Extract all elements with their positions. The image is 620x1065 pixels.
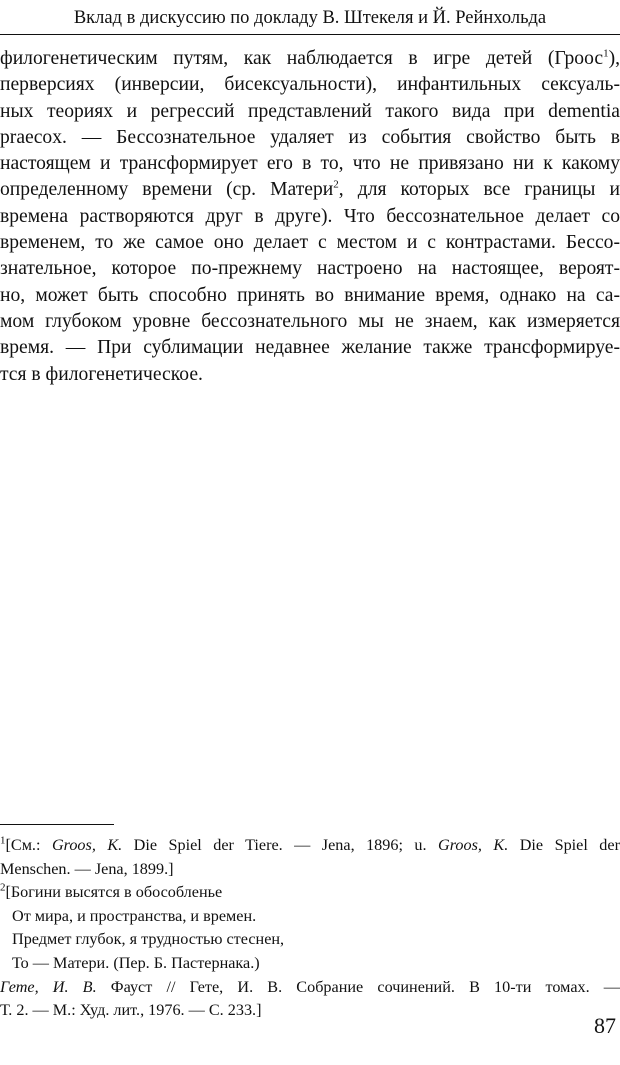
body-line: мом глубоком уровне бессознательного мы не знаем, как измеряется bbox=[0, 310, 620, 332]
footnote-1-line-2: Menschen. — Jena, 1899.] bbox=[0, 859, 174, 878]
footnote-2-verse-line: От мира, и пространства, и времен. bbox=[12, 906, 257, 925]
footnote-rule bbox=[0, 824, 114, 825]
footnote-1-author: Groos, K. bbox=[438, 836, 509, 854]
body-line-text: филогенетическим путям, как наблюдается в игре детей (Гроос bbox=[0, 48, 604, 69]
footnote-2-verse-line: Предмет глубок, я трудностью стеснен, bbox=[12, 930, 285, 949]
footnote-1-text: Die Spiel der bbox=[508, 836, 620, 854]
running-header: Вклад в дискуссию по докладу В. Штекеля и Й. Рейнхольда bbox=[73, 8, 547, 28]
footnote-2-verse-line: [Богини высятся в обособленье bbox=[5, 883, 223, 902]
body-line-tail: ), bbox=[608, 48, 620, 69]
footnote-2-reference-text: Фауст // Гете, И. В. Собрание сочинений. В 10-ти томах. — bbox=[96, 977, 620, 996]
body-line-text: определенному времени (ср. Матери bbox=[0, 179, 334, 201]
footnote-ref-1: 1 bbox=[603, 47, 609, 60]
body-line: настоящем и трансформирует его в то, что не привязано ни к какому bbox=[0, 153, 620, 175]
body-line: но, может быть способно принять во внимание время, однако на са- bbox=[0, 284, 620, 306]
body-paragraph bbox=[0, 46, 620, 388]
footnote-2-verse-line: То — Матери. (Пер. Б. Пастернака.) bbox=[12, 953, 260, 972]
body-line-tail: , для которых все границы и bbox=[338, 179, 620, 201]
body-line: praecox. — Бессознательное удаляет из события свойство быть в bbox=[0, 126, 620, 148]
body-line: тся в филогенетическое. bbox=[0, 363, 203, 385]
footnote-1-marker: 1 bbox=[0, 834, 6, 847]
body-line: временем, то же самое оно делает с местом и с контрастами. Бессо- bbox=[0, 232, 620, 254]
body-line bbox=[0, 177, 620, 203]
header-rule bbox=[0, 34, 620, 35]
footnote-2-reference-line-2: Т. 2. — М.: Худ. лит., 1976. — С. 233.] bbox=[0, 1001, 262, 1020]
body-line bbox=[0, 46, 620, 72]
footnote-2-author: Гете, И. В. bbox=[0, 977, 97, 996]
body-line: знательное, которое по-прежнему настроено на настоящее, вероят- bbox=[0, 258, 620, 280]
footnote-1 bbox=[0, 834, 620, 858]
page-number: 87 bbox=[594, 1013, 616, 1038]
footnotes bbox=[0, 834, 620, 1023]
footnote-2-reference bbox=[0, 976, 620, 1000]
footnote-ref-2: 2 bbox=[333, 178, 339, 191]
body-line: времена растворяются друг в друге). Что бессознательное делает со bbox=[0, 205, 620, 227]
body-line: время. — При сублимации недавнее желание также трансформируе- bbox=[0, 337, 620, 359]
footnote-1-text: Die Spiel der Tiere. — Jena, 1896; u. bbox=[122, 836, 439, 854]
footnote-1-author: Groos, K. bbox=[51, 836, 123, 854]
footnote-2-marker: 2 bbox=[0, 881, 6, 894]
body-line: ных теориях и регрессий представлений такого вида при dementia bbox=[0, 100, 620, 122]
body-line: перверсиях (инверсии, бисексуальности), инфантильных сексуаль- bbox=[0, 74, 620, 96]
footnote-2 bbox=[0, 881, 620, 905]
footnote-1-text: [См.: bbox=[5, 836, 52, 854]
